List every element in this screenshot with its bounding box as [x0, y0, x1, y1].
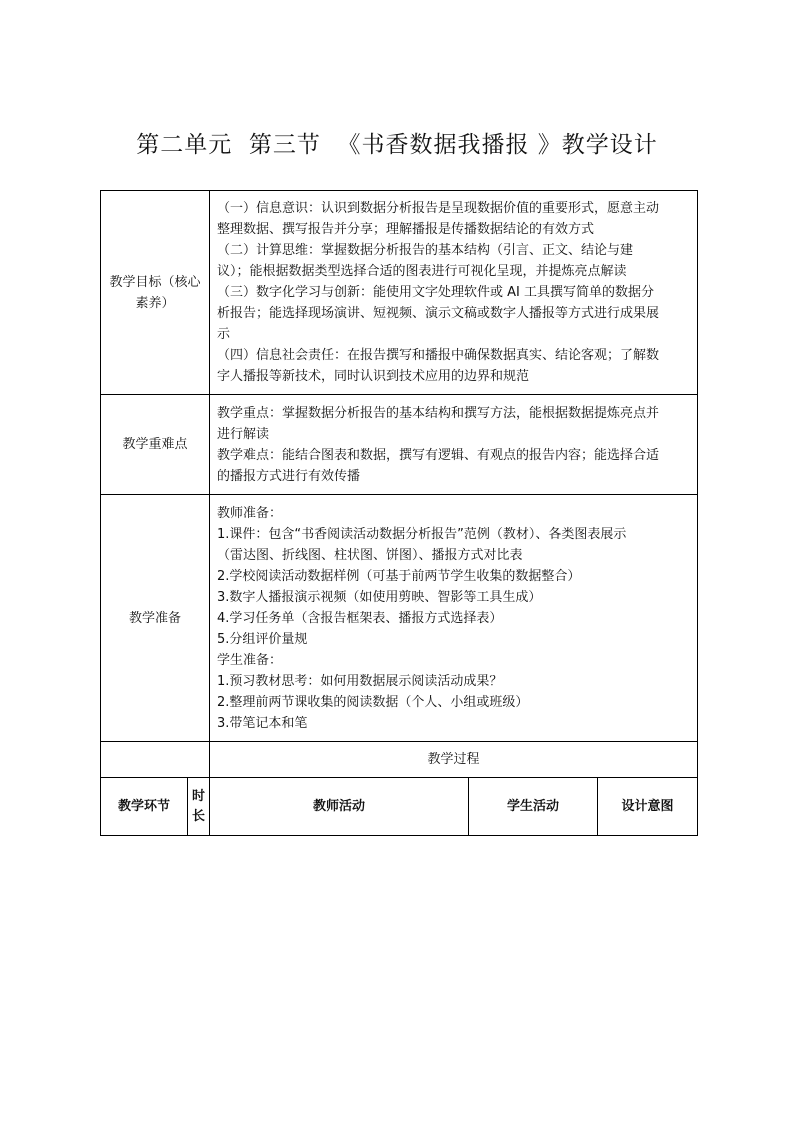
preparation-line: 教师准备： — [217, 505, 283, 521]
header-duration-line: 时 — [192, 788, 206, 804]
objectives-label-line: 素养） — [135, 295, 175, 311]
header-design-intent: 设计意图 — [598, 778, 698, 836]
preparation-line: 2.学校阅读活动数据样例（可基于前两节学生收集的数据整合） — [217, 568, 581, 584]
key-points-line: 进行解读 — [217, 426, 270, 442]
key-points-line: 教学重点：掌握数据分析报告的基本结构和撰写方法，能根据数据提炼亮点并 — [217, 405, 660, 421]
objectives-line: （二）计算思维：掌握数据分析报告的基本结构（引言、正文、结论与建 — [217, 243, 634, 258]
key-points-line: 教学难点：能结合图表和数据，撰写有逻辑、有观点的报告内容；能选择合适 — [217, 447, 660, 463]
lesson-plan-table — [100, 190, 698, 836]
objectives-label — [101, 191, 210, 395]
preparation-line: 3.带笔记本和笔 — [217, 715, 308, 731]
objectives-line: 整理数据、撰写报告并分享；理解播报是传播数据结论的有效方式 — [217, 222, 595, 237]
preparation-line: 3.数字人播报演示视频（如使用剪映、智影等工具生成） — [217, 589, 542, 605]
process-title-row — [101, 742, 698, 778]
header-stage: 教学环节 — [101, 778, 188, 836]
header-duration — [188, 778, 210, 836]
objectives-row — [101, 191, 698, 395]
objectives-line: 议）；能根据数据类型选择合适的图表进行可视化呈现，并提炼亮点解读 — [217, 264, 627, 279]
preparation-row — [101, 495, 698, 742]
objectives-line: 字人播报等新技术，同时认识到技术应用的边界和规范 — [217, 369, 530, 384]
objectives-line: 析报告；能选择现场演讲、短视频、演示文稿或数字人播报等方式进行成果展 — [217, 306, 660, 321]
header-duration-line: 长 — [192, 808, 206, 824]
key-points-line: 的播报方式进行有效传播 — [217, 468, 361, 484]
objectives-line: （一）信息意识：认识到数据分析报告是呈现数据价值的重要形式，愿意主动 — [217, 201, 660, 216]
process-title-empty-cell — [101, 742, 210, 778]
objectives-line: （三）数字化学习与创新：能使用文字处理软件或 AI 工具撰写简单的数据分 — [217, 285, 655, 300]
header-teacher-activity: 教师活动 — [210, 778, 469, 836]
preparation-line: （雷达图、折线图、柱状图、饼图）、播报方式对比表 — [217, 547, 523, 563]
preparation-line: 4.学习任务单（含报告框架表、播报方式选择表） — [217, 610, 503, 626]
objectives-line: （四）信息社会责任：在报告撰写和播报中确保数据真实、结论客观；了解数 — [217, 348, 660, 363]
preparation-line: 1.预习教材思考：如何用数据展示阅读活动成果？ — [217, 673, 503, 689]
preparation-line: 学生准备： — [217, 652, 283, 668]
header-student-activity: 学生活动 — [469, 778, 598, 836]
key-points-content — [210, 395, 698, 495]
objectives-content — [210, 191, 698, 395]
preparation-line: 1.课件：包含“书香阅读活动数据分析报告”范例（教材）、各类图表展示 — [217, 526, 627, 542]
preparation-line: 2.整理前两节课收集的阅读数据（个人、小组或班级） — [217, 694, 529, 710]
key-points-label: 教学重难点 — [101, 395, 210, 495]
preparation-line: 5.分组评价量规 — [217, 631, 308, 647]
key-points-row — [101, 395, 698, 495]
preparation-label: 教学准备 — [101, 495, 210, 742]
objectives-label-line: 教学目标（核心 — [109, 274, 201, 290]
preparation-content — [210, 495, 698, 742]
page-title: 第二单元 第三节 《书香数据我播报 》教学设计 — [136, 132, 658, 158]
process-title: 教学过程 — [210, 742, 698, 778]
process-header-row — [101, 778, 698, 836]
objectives-line: 示 — [217, 327, 231, 342]
